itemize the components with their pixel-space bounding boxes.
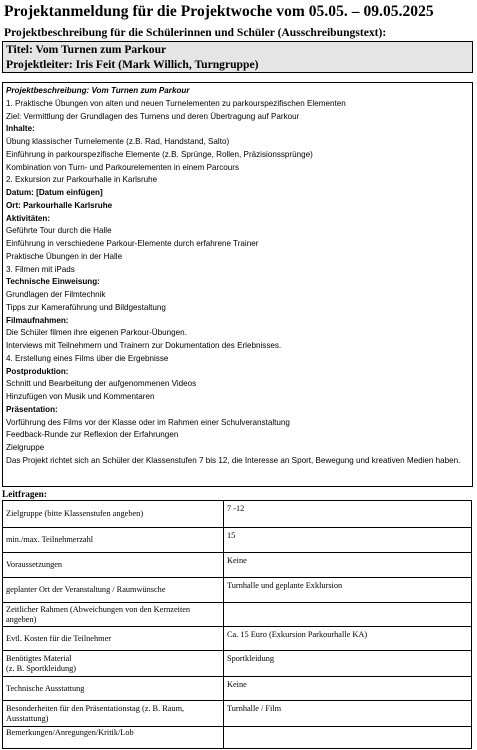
answer-cell[interactable]: Sportkleidung xyxy=(224,651,472,677)
description-line: Geführte Tour durch die Halle xyxy=(6,226,112,236)
question-cell: geplanter Ort der Veranstaltung / Raumwünsche xyxy=(3,578,224,603)
question-cell: Zielgruppe (bitte Klassenstufen angeben) xyxy=(3,501,224,528)
question-cell: Zeitlicher Rahmen (Abweichungen von den Kernzeiten angeben) xyxy=(3,603,224,627)
question-cell: Benötigtes Material (z. B. Sportkleidung) xyxy=(3,651,224,677)
project-description xyxy=(6,85,472,468)
description-line: Die Schüler filmen ihre eigenen Parkour-Übungen. xyxy=(6,328,187,338)
description-line: Einführung in verschiedene Parkour-Elemente durch erfahrene Trainer xyxy=(6,239,259,248)
table-row xyxy=(3,578,472,603)
description-line: Vorführung des Films vor der Klasse oder im Rahmen einer Schulveranstaltung xyxy=(6,417,290,427)
answer-cell[interactable]: 7 -12 xyxy=(224,501,472,528)
document-title: Projektanmeldung für die Projektwoche vom 05.05. – 09.05.2025 xyxy=(4,3,434,20)
table-row xyxy=(3,701,472,727)
answer-cell[interactable] xyxy=(224,727,472,749)
project-title-box xyxy=(2,41,473,73)
description-line: Grundlagen der Filmtechnik xyxy=(6,290,106,299)
description-line: Ziel: Vermittlung der Grundlagen des Turnens und deren Übertragung auf Parkour xyxy=(6,111,300,121)
description-line: Feedback-Runde zur Reflexion der Erfahrungen xyxy=(6,430,179,440)
description-subheading: Filmaufnahmen: xyxy=(6,315,69,325)
description-subheading: Aktivitäten: xyxy=(6,213,51,223)
question-cell: min./max. Teilnehmerzahl xyxy=(3,528,224,553)
description-line: Zielgruppe xyxy=(6,443,45,452)
description-line: Tipps zur Kameraführung und Bildgestaltung xyxy=(6,302,166,312)
description-line: 3. Filmen mit iPads xyxy=(6,264,75,274)
answer-cell[interactable]: Ca. 15 Euro (Exkursion Parkourhalle KA) xyxy=(224,627,472,651)
project-leader: Projektleiter: Iris Feit (Mark Willich, Turngruppe) xyxy=(6,58,259,71)
answer-cell[interactable]: Keine xyxy=(224,677,472,701)
table-row xyxy=(3,627,472,651)
table-row xyxy=(3,528,472,553)
description-line: Schnitt und Bearbeitung der aufgenommenen Videos xyxy=(6,379,197,389)
description-line: Kombination von Turn- und Parkourelementen in einem Parcours xyxy=(6,162,240,172)
table-row xyxy=(3,677,472,701)
question-cell: Voraussetzungen xyxy=(3,553,224,578)
answer-cell[interactable]: Turnhalle und geplante Exklursion xyxy=(224,578,472,603)
description-line: 4. Erstellung eines Films über die Ergebnisse xyxy=(6,353,169,363)
table-row xyxy=(3,727,472,749)
answer-cell[interactable] xyxy=(224,603,472,627)
table-row xyxy=(3,651,472,677)
project-description-box xyxy=(2,82,473,487)
leitfragen-table xyxy=(2,500,472,749)
table-row xyxy=(3,553,472,578)
description-line: Praktische Übungen in der Halle xyxy=(6,251,123,261)
question-cell: Technische Ausstattung xyxy=(3,677,224,701)
description-subheading: Inhalte: xyxy=(6,124,35,134)
answer-cell[interactable]: Keine xyxy=(224,553,472,578)
description-line: 1. Praktische Übungen von alten und neuen Turnelementen zu parkourspezifischen Elementen xyxy=(6,98,346,108)
leitfragen-label: Leitfragen: xyxy=(2,490,47,500)
description-line: Das Projekt richtet sich an Schüler der Klassenstufen 7 bis 12, die Interesse an Sport, Bewegung und kreativen Medien haben. xyxy=(6,455,461,465)
project-title: Titel: Vom Turnen zum Parkour xyxy=(6,43,167,56)
description-line: Interviews mit Teilnehmern und Trainern zur Dokumentation des Erlebnisses. xyxy=(6,341,282,350)
question-cell: Evtl. Kosten für die Teilnehmer xyxy=(3,627,224,651)
table-row xyxy=(3,603,472,627)
table-row xyxy=(3,501,472,528)
description-heading: Projektbeschreibung: Vom Turnen zum Parkour xyxy=(6,86,190,95)
description-line: Übung klassischer Turnelemente (z.B. Rad, Handstand, Salto) xyxy=(6,137,230,146)
description-subheading: Präsentation: xyxy=(6,404,58,414)
description-subheading: Postproduktion: xyxy=(6,366,69,376)
description-line: 2. Exkursion zur Parkourhalle in Karlsruhe xyxy=(6,175,158,185)
description-line: Einführung in parkourspezifische Elemente (z.B. Sprünge, Rollen, Präzisionssprünge) xyxy=(6,149,313,159)
question-cell: Bemerkungen/Anregungen/Kritik/Lob xyxy=(3,727,224,749)
description-subheading: Ort: Parkourhalle Karlsruhe xyxy=(6,200,113,210)
question-cell: Besonderheiten für den Präsentationstag (z. B. Raum, Ausstattung) xyxy=(3,701,224,727)
section-subtitle: Projektbeschreibung für die Schülerinnen und Schüler (Ausschreibungstext): xyxy=(4,26,387,39)
description-subheading: Datum: [Datum einfügen] xyxy=(6,188,103,197)
answer-cell[interactable]: 15 xyxy=(224,528,472,553)
answer-cell[interactable]: Turnhalle / Film xyxy=(224,701,472,727)
description-subheading: Technische Einweisung: xyxy=(6,277,100,287)
description-line: Hinzufügen von Musik und Kommentaren xyxy=(6,392,155,401)
